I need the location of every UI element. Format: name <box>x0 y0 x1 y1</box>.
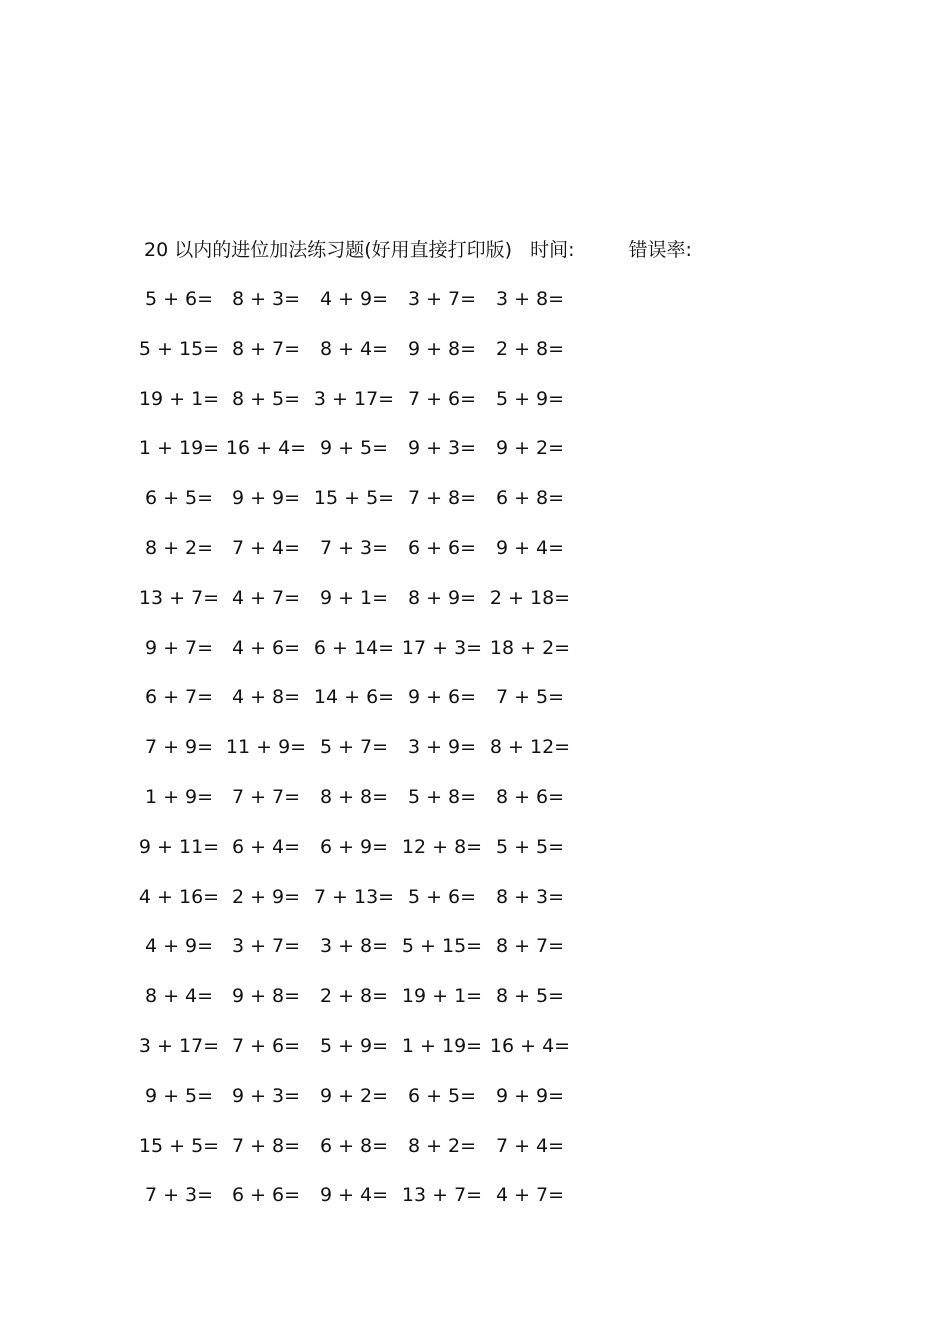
problem-cell: 3 + 8= <box>495 288 565 310</box>
problem-cell: 5 + 9= <box>319 1035 389 1057</box>
problem-row <box>0 1180 950 1210</box>
problem-cell: 16 + 4= <box>225 437 307 460</box>
problem-cell: 5 + 15= <box>138 337 220 360</box>
problem-cell: 6 + 9= <box>319 835 389 858</box>
problem-cell: 7 + 5= <box>495 686 565 709</box>
problem-cell: 6 + 8= <box>319 1134 389 1157</box>
problem-cell: 1 + 9= <box>144 786 214 808</box>
problem-cell: 8 + 5= <box>231 387 301 410</box>
problem-cell: 5 + 7= <box>319 736 389 759</box>
problem-cell: 8 + 2= <box>407 1134 477 1157</box>
problem-cell: 9 + 2= <box>319 1084 389 1107</box>
problem-cell: 7 + 6= <box>407 387 477 410</box>
problem-cell: 6 + 5= <box>144 487 214 510</box>
problem-cell: 8 + 6= <box>495 786 565 808</box>
problem-cell: 5 + 15= <box>401 935 483 958</box>
problem-cell: 8 + 3= <box>231 288 301 310</box>
problem-cell: 6 + 4= <box>231 835 301 858</box>
problem-cell: 8 + 3= <box>495 885 565 908</box>
problem-cell: 9 + 5= <box>144 1084 214 1107</box>
problem-cell: 11 + 9= <box>225 736 307 759</box>
problem-cell: 7 + 8= <box>407 487 477 510</box>
problem-cell: 13 + 7= <box>138 586 220 609</box>
problem-row <box>0 384 950 414</box>
problem-cell: 6 + 8= <box>495 487 565 510</box>
problem-cell: 13 + 7= <box>401 1184 483 1207</box>
problem-cell: 3 + 7= <box>407 288 477 310</box>
problem-cell: 9 + 9= <box>495 1084 565 1107</box>
problem-cell: 9 + 4= <box>319 1184 389 1207</box>
problem-row <box>0 832 950 862</box>
problem-cell: 14 + 6= <box>313 686 395 709</box>
problem-cell: 4 + 9= <box>144 935 214 958</box>
problem-cell: 7 + 4= <box>231 537 301 559</box>
problem-cell: 8 + 4= <box>144 985 214 1008</box>
problem-cell: 3 + 17= <box>138 1035 220 1057</box>
problem-cell: 1 + 19= <box>401 1035 483 1057</box>
problem-cell: 2 + 18= <box>489 586 571 609</box>
problem-cell: 9 + 1= <box>319 586 389 609</box>
problem-row <box>0 931 950 961</box>
problem-cell: 4 + 16= <box>138 885 220 908</box>
problem-cell: 17 + 3= <box>401 636 483 659</box>
problem-cell: 6 + 6= <box>231 1184 301 1207</box>
problem-row <box>0 533 950 563</box>
problem-cell: 8 + 5= <box>495 985 565 1008</box>
problem-cell: 7 + 8= <box>231 1134 301 1157</box>
problem-cell: 4 + 9= <box>319 288 389 310</box>
problem-row <box>0 782 950 812</box>
problem-cell: 2 + 8= <box>319 985 389 1008</box>
problem-cell: 2 + 9= <box>231 885 301 908</box>
problem-cell: 12 + 8= <box>401 835 483 858</box>
problem-cell: 8 + 4= <box>319 337 389 360</box>
problem-cell: 9 + 9= <box>231 487 301 510</box>
problem-cell: 3 + 8= <box>319 935 389 958</box>
problem-cell: 8 + 2= <box>144 537 214 559</box>
problem-cell: 19 + 1= <box>138 387 220 410</box>
problem-cell: 7 + 3= <box>319 537 389 559</box>
error-rate-label: 错误率: <box>628 239 692 261</box>
problem-cell: 6 + 6= <box>407 537 477 559</box>
problem-cell: 18 + 2= <box>489 636 571 659</box>
problem-cell: 5 + 5= <box>495 835 565 858</box>
problem-cell: 9 + 7= <box>144 636 214 659</box>
problem-cell: 5 + 8= <box>407 786 477 808</box>
problem-cell: 9 + 5= <box>319 437 389 460</box>
problem-cell: 3 + 9= <box>407 736 477 759</box>
problem-cell: 4 + 6= <box>231 636 301 659</box>
problem-cell: 8 + 7= <box>495 935 565 958</box>
problem-cell: 9 + 4= <box>495 537 565 559</box>
problem-cell: 19 + 1= <box>401 985 483 1008</box>
problem-cell: 8 + 9= <box>407 586 477 609</box>
problem-row <box>0 732 950 762</box>
problem-cell: 7 + 7= <box>231 786 301 808</box>
problem-cell: 5 + 9= <box>495 387 565 410</box>
problem-row <box>0 583 950 613</box>
problem-cell: 4 + 8= <box>231 686 301 709</box>
problem-cell: 9 + 11= <box>138 835 220 858</box>
problem-cell: 7 + 13= <box>313 885 395 908</box>
problem-cell: 16 + 4= <box>489 1035 571 1057</box>
problem-cell: 9 + 8= <box>407 337 477 360</box>
problem-cell: 7 + 6= <box>231 1035 301 1057</box>
problem-cell: 6 + 14= <box>313 636 395 659</box>
problem-row <box>0 1131 950 1161</box>
problem-cell: 4 + 7= <box>231 586 301 609</box>
problem-cell: 8 + 7= <box>231 337 301 360</box>
problem-row <box>0 682 950 712</box>
problem-row <box>0 633 950 663</box>
problem-cell: 9 + 3= <box>407 437 477 460</box>
problem-cell: 2 + 8= <box>495 337 565 360</box>
problem-row <box>0 882 950 912</box>
problem-cell: 9 + 3= <box>231 1084 301 1107</box>
problem-cell: 9 + 2= <box>495 437 565 460</box>
problem-cell: 15 + 5= <box>313 487 395 510</box>
time-label: 时间: <box>530 239 575 261</box>
problem-cell: 9 + 6= <box>407 686 477 709</box>
problem-cell: 7 + 3= <box>144 1184 214 1207</box>
problem-cell: 9 + 8= <box>231 985 301 1008</box>
problem-cell: 6 + 7= <box>144 686 214 709</box>
problem-cell: 6 + 5= <box>407 1084 477 1107</box>
problem-cell: 7 + 4= <box>495 1134 565 1157</box>
problem-cell: 3 + 17= <box>313 387 395 410</box>
problem-cell: 5 + 6= <box>407 885 477 908</box>
problem-cell: 5 + 6= <box>144 288 214 310</box>
problem-cell: 8 + 8= <box>319 786 389 808</box>
problem-cell: 1 + 19= <box>138 437 220 460</box>
problem-row <box>0 433 950 463</box>
problem-cell: 4 + 7= <box>495 1184 565 1207</box>
problem-cell: 15 + 5= <box>138 1134 220 1157</box>
problem-row <box>0 284 950 314</box>
problem-row <box>0 1031 950 1061</box>
problem-cell: 3 + 7= <box>231 935 301 958</box>
problem-row <box>0 1081 950 1111</box>
problem-row <box>0 334 950 364</box>
page-title: 20 以内的进位加法练习题(好用直接打印版) <box>144 239 513 261</box>
problem-row <box>0 483 950 513</box>
problem-cell: 7 + 9= <box>144 736 214 759</box>
problem-row <box>0 981 950 1011</box>
problem-cell: 8 + 12= <box>489 736 571 759</box>
